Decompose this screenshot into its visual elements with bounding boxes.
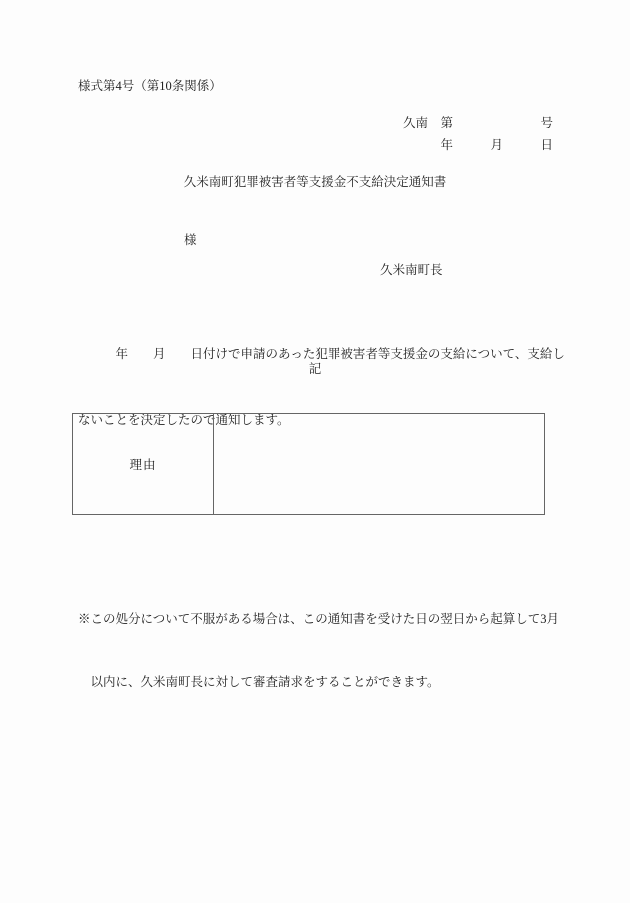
reason-label-cell: 理由 (73, 414, 214, 514)
record-marker: 記 (308, 362, 322, 376)
date-line: 年 月 日 (440, 138, 553, 152)
appeal-note (78, 567, 578, 735)
addressee-honorific: 様 (184, 233, 197, 247)
body-line-2: ないことを決定したので通知します。 (78, 413, 290, 427)
note-line-1: ※この処分について不服がある場合は、この通知書を受けた日の翌日から起算して3月 (78, 612, 560, 626)
document-number-line: 久南 第 号 (402, 116, 553, 130)
sender-name: 久米南町長 (380, 263, 443, 277)
body-line-1: 年 月 日付けで申請のあった犯罪被害者等支援金の支給について、支給し (78, 347, 565, 361)
note-line-2: 以内に、久米南町長に対して審査請求をすることができます。 (78, 675, 440, 689)
form-number-label: 様式第4号（第10条関係） (78, 79, 222, 93)
document-title: 久米南町犯罪被害者等支援金不支給決定通知書 (183, 175, 447, 189)
reason-table (72, 413, 545, 515)
reason-value-cell (214, 414, 544, 514)
